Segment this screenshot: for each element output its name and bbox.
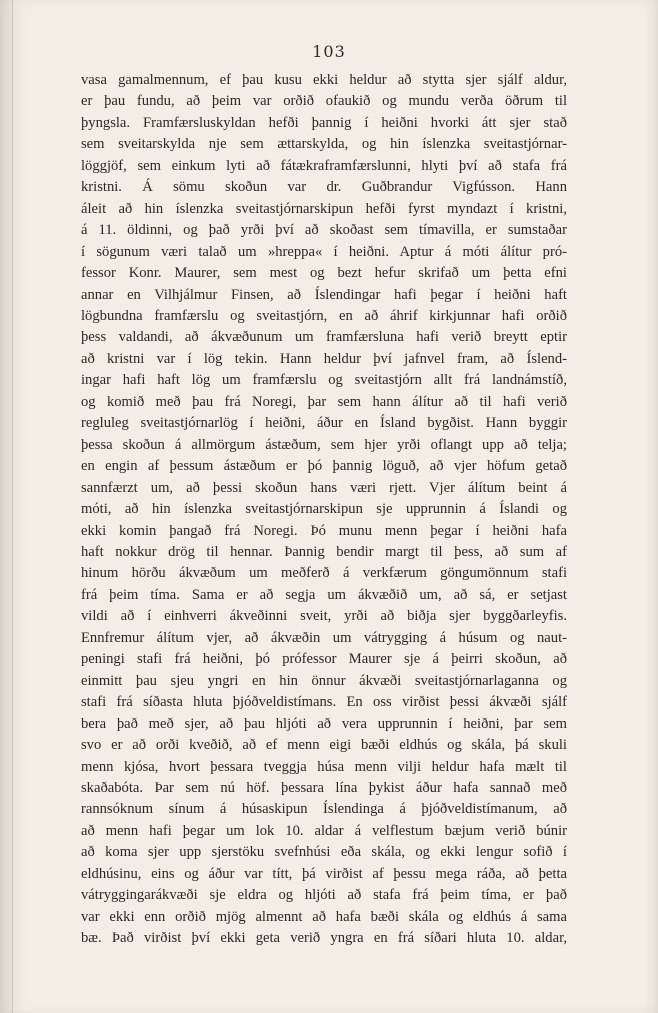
text-line: peningi stafi frá heiðni, þó prófessor Maurer sje á þeirri skoðun, að (81, 651, 567, 668)
text-line: bera það með sjer, að þau hljóti að vera upprunnin í heiðni, þar sem (81, 715, 567, 732)
text-line: þessa skoðun á allmörgum ástæðum, sem hjer yrði oflangt upp að telja; (81, 436, 567, 453)
text-line: svo er að orði kveðið, að ef menn eigi bæði eldhús og skála, þá skuli (81, 737, 567, 754)
text-line: þyngsla. Framfærsluskyldan hefði þannig í heiðni hvorki átt sjer stað (81, 114, 567, 131)
text-line: áleit að hin íslenzka sveitastjórnarskipun hefði fyrst myndazt í kristni, (81, 200, 567, 217)
text-line: regluleg sveitastjórnarlög í heiðni, áður en Ísland bygðist. Hann byggir (81, 415, 567, 432)
text-line: skaðabóta. Þar sem nú höf. þessara lína þykist áður hafa sannað með (81, 779, 567, 796)
text-line: frá þeim tíma. Sama er að segja um ákvæðið um, að sá, er setjast (81, 586, 567, 603)
text-line: vildi að í einhverri ákveðinni sveit, yrði að biðja sjer byggðarleyfis. (81, 608, 567, 625)
text-line: sem sveitarskylda nje sem ættarskylda, og hin íslenzka sveitastjórnar- (81, 136, 567, 153)
text-line: einmitt þau sjeu yngri en hin önnur ákvæði sveitastjórnarlaganna og (81, 672, 567, 689)
text-line: á 11. öldinni, og það yrði því að skoðast sem tímavilla, er sumstaðar (81, 222, 567, 239)
body-text (81, 70, 567, 950)
text-line: stafi frá síðasta hluta þjóðveldistímans. En oss virðist þessi ákvæði sjálf (81, 694, 567, 711)
gutter-shadow (12, 0, 13, 1013)
text-line: lögbundna framfærslu og sveitastjórn, en að áhrif kirkjunnar hafi orðið (81, 307, 567, 324)
text-line: ingar hafi haft lög um framfærslu og sveitastjórn allt frá landnámstíð, (81, 372, 567, 389)
text-line: sannfærzt um, að þessi skoðun hans væri rjett. Vjer álítum beint á (81, 479, 567, 496)
text-line: að koma sjer upp sjerstöku svefnhúsi eða skála, og ekki lengur sofið í (81, 844, 567, 861)
text-line: þess valdandi, að ákvæðunum um framfærsluna hafi verið breytt eptir (81, 329, 567, 346)
text-line: hinum hörðu ákvæðum um meðferð á verkfærum göngumönnum stafi (81, 565, 567, 582)
text-line: kristni. Á sömu skoðun var dr. Guðbrandur Vigfússon. Hann (81, 179, 567, 196)
text-line: var ekki enn orðið mjög almennt að hafa bæði skála og eldhús á sama (81, 908, 567, 925)
text-line: er þau fundu, að þeim var orðið ofaukið og mundu verða öðrum til (81, 93, 567, 110)
text-line: ekki komin þangað frá Noregi. Þó munu menn þegar í heiðni hafa (81, 522, 567, 539)
text-line: fessor Konr. Maurer, sem mest og bezt hefur skrifað um þetta efni (81, 265, 567, 282)
text-line: en engin af þessum ástæðum er þó þannig löguð, að vjer höfum getað (81, 458, 567, 475)
text-line: menn kjósa, hvort þessara tveggja húsa menn vilji heldur hafa mælt til (81, 758, 567, 775)
text-line: haft nokkur drög til hennar. Þannig bendir margt til þess, að sum af (81, 543, 567, 560)
text-line: móti, að hin íslenzka sveitastjórnarskipun sje upprunnin á Íslandi og (81, 501, 567, 518)
text-line: Ennfremur álítum vjer, að ákvæðin um vátrygging á húsum og naut- (81, 629, 567, 646)
text-line: í sögunum væri talað um »hreppa« í heiðni. Aptur á móti álítur pró- (81, 243, 567, 260)
text-line: vátryggingarákvæði sje eldra og hljóti að stafa frá þeim tíma, er það (81, 887, 567, 904)
page-number: 103 (312, 42, 346, 61)
text-line: vasa gamalmennum, ef þau kusu ekki heldur að stytta sjer sjálf aldur, (81, 72, 567, 88)
text-line: að kristni var í lög tekin. Hann heldur því jafnvel fram, að Íslend- (81, 350, 567, 367)
text-line: að menn hafi þegar um lok 10. aldar á velflestum bæjum verið búnir (81, 822, 567, 839)
text-line: og komið með þau frá Noregi, þar sem hann álítur að til hafi verið (81, 393, 567, 410)
text-line: löggjöf, sem einkum lyti að fátækraframfærslunni, hlyti því að stafa frá (81, 157, 567, 174)
text-line: rannsóknum sínum á húsaskipun Íslendinga á þjóðveldistímanum, að (81, 801, 567, 818)
text-line: bæ. Það virðist því ekki geta verið yngra en frá síðari hluta 10. aldar, (81, 930, 567, 947)
text-line: eldhúsinu, eins og áður var títt, þá virðist af þessu mega ráða, að þetta (81, 865, 567, 882)
text-line: annar en Vilhjálmur Finsen, að Íslendingar hafi þegar í heiðni haft (81, 286, 567, 303)
